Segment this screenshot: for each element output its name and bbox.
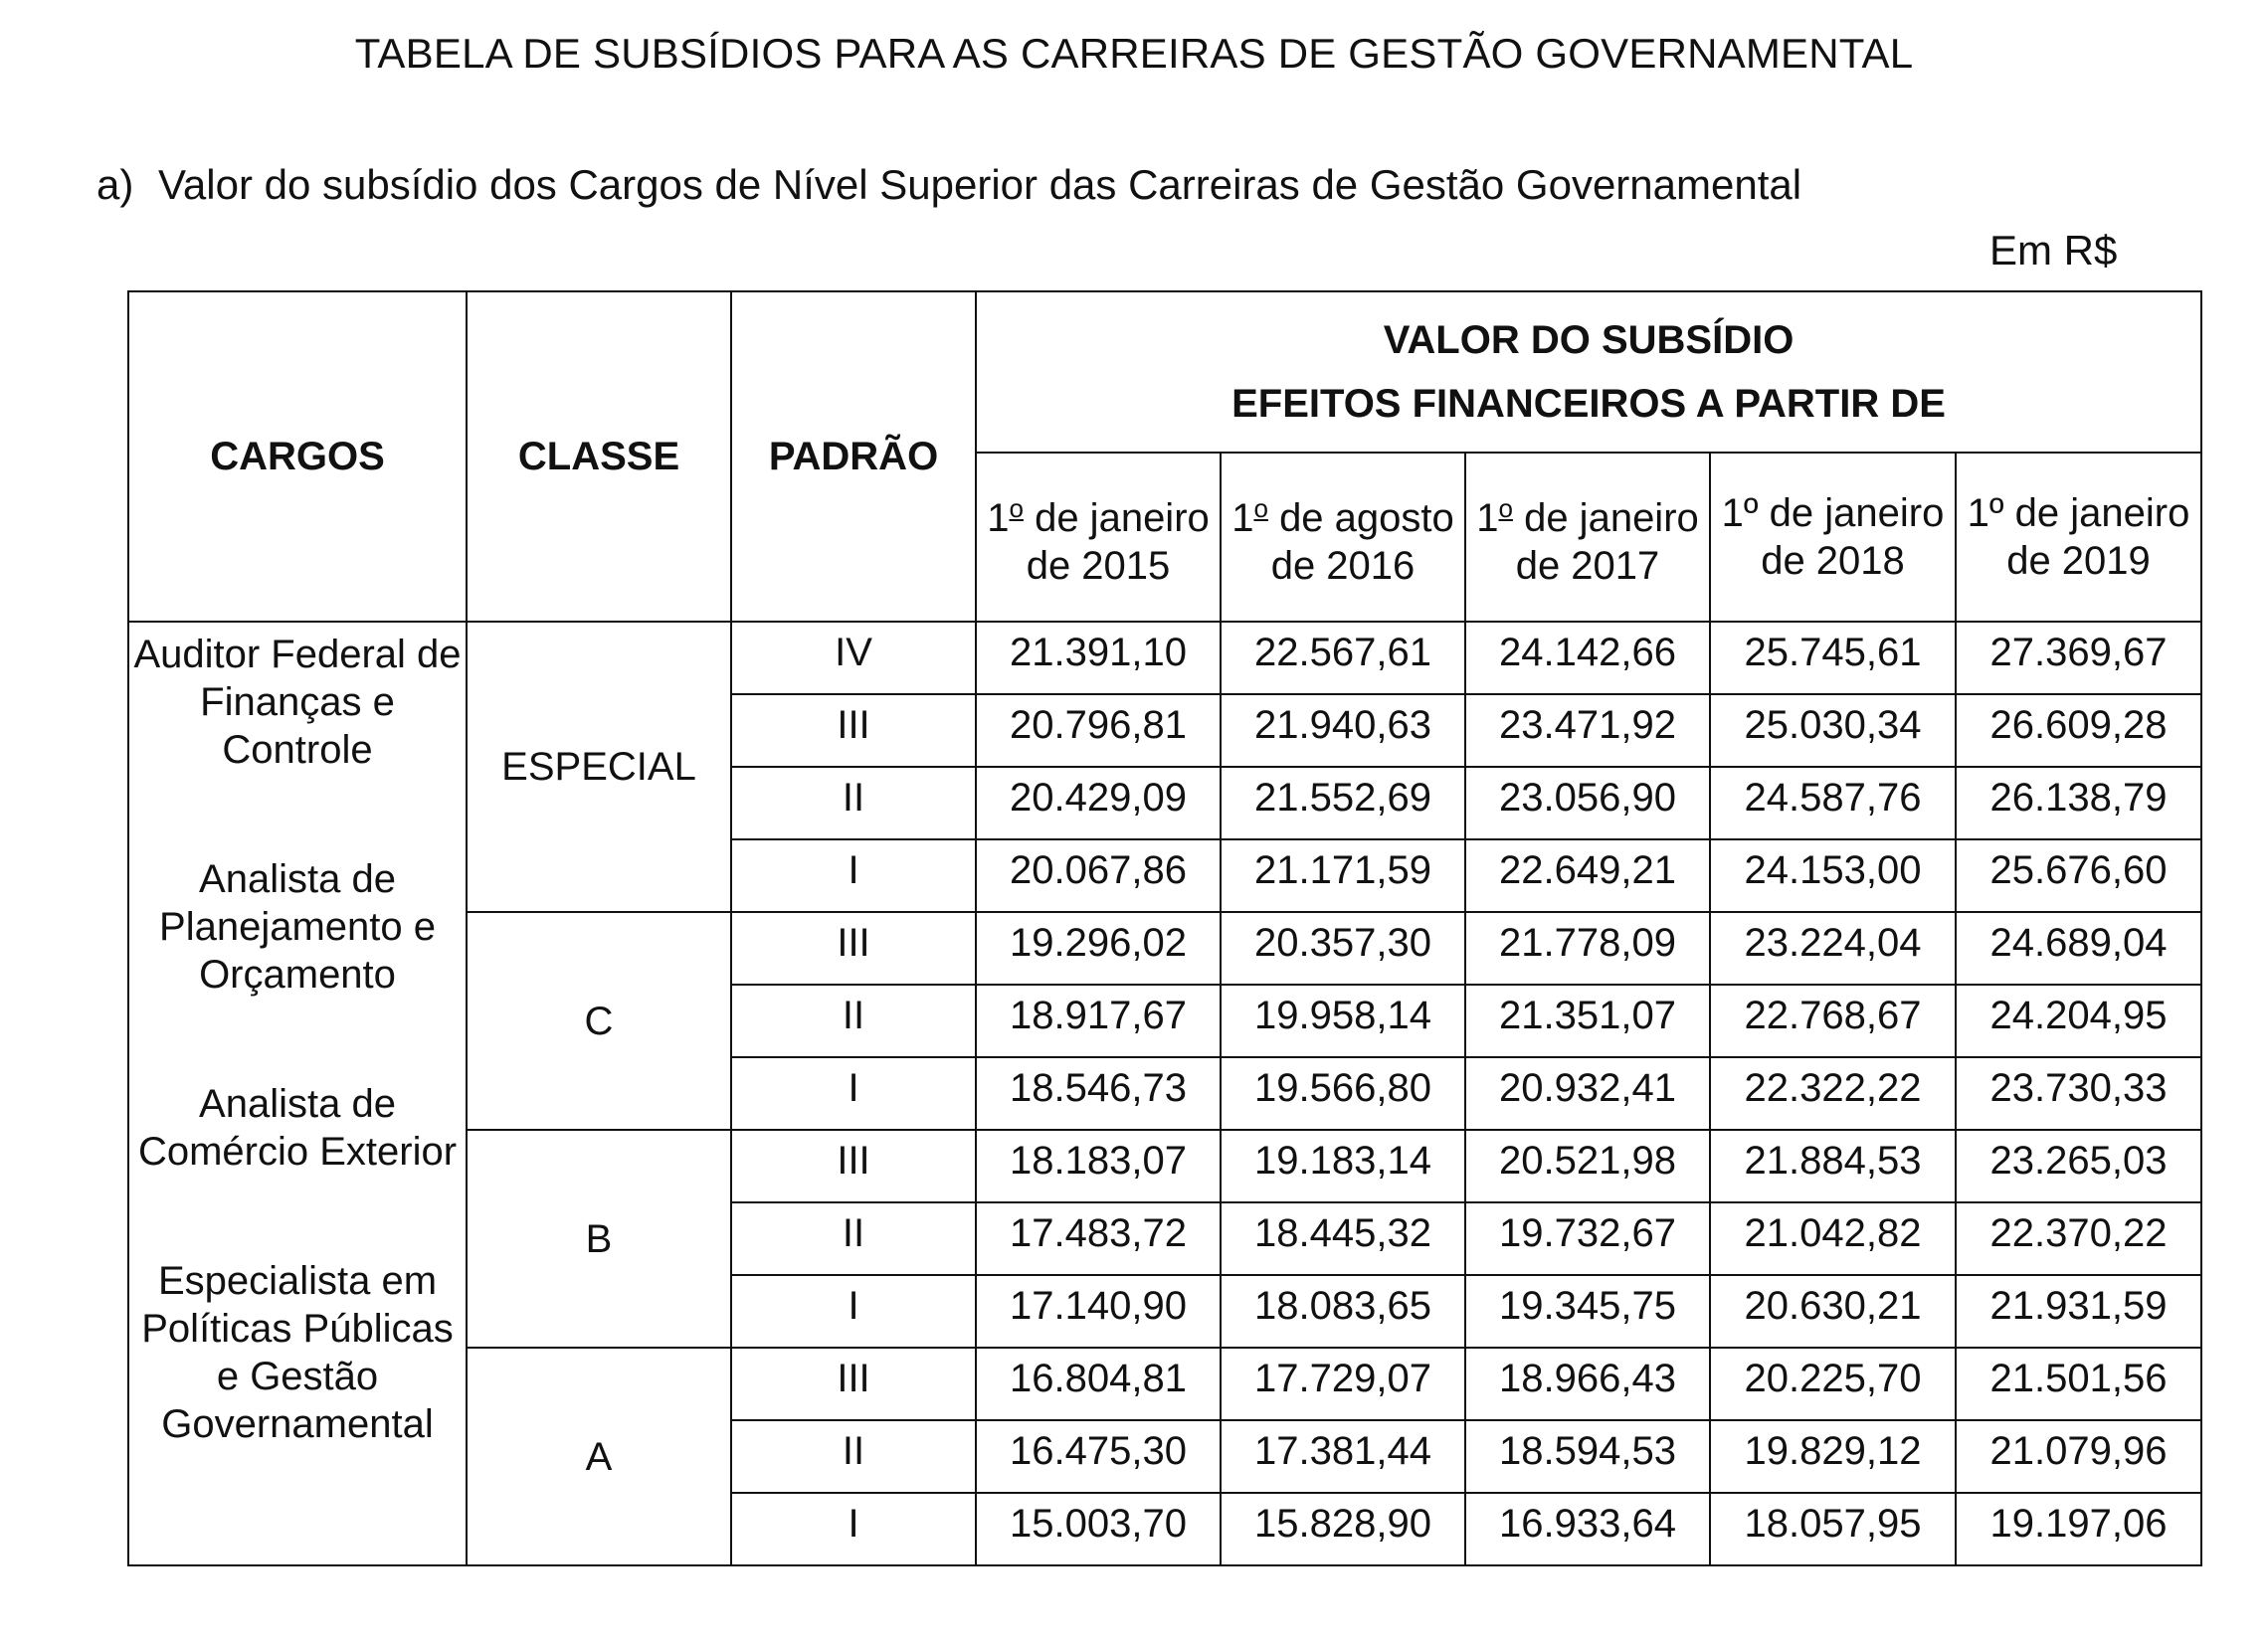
value-cell: 25.745,61: [1710, 622, 1956, 694]
header-date-4: [1710, 453, 1956, 622]
padrao-cell: II: [731, 985, 976, 1057]
value-cell: 21.940,63: [1221, 694, 1465, 767]
value-cell: 20.521,98: [1465, 1130, 1710, 1202]
padrao-cell: II: [731, 767, 976, 839]
header-date-rest: de janeiro de 2018: [1761, 491, 1945, 583]
padrao-cell: III: [731, 1348, 976, 1420]
header-date-ordinal: o: [1498, 493, 1513, 523]
header-date-ordinal: º: [1743, 491, 1759, 535]
value-cell: 19.197,06: [1956, 1493, 2201, 1565]
value-cell: 23.730,33: [1956, 1057, 2201, 1130]
value-cell: 23.265,03: [1956, 1130, 2201, 1202]
cargo-name: Analista de Comércio Exterior: [137, 1082, 458, 1174]
header-date-day: 1: [1476, 496, 1499, 540]
value-cell: 19.732,67: [1465, 1202, 1710, 1275]
padrao-cell: IV: [731, 622, 976, 694]
cargo-name: Analista de Planejamento e Orçamento: [159, 857, 436, 997]
classe-cell: B: [467, 1130, 731, 1348]
value-cell: 22.567,61: [1221, 622, 1465, 694]
value-cell: 18.594,53: [1465, 1420, 1710, 1493]
value-cell: 21.171,59: [1221, 839, 1465, 912]
value-cell: 18.966,43: [1465, 1348, 1710, 1420]
value-cell: 17.729,07: [1221, 1348, 1465, 1420]
header-date-5: [1956, 453, 2201, 622]
value-cell: 19.829,12: [1710, 1420, 1956, 1493]
value-cell: 21.552,69: [1221, 767, 1465, 839]
value-cell: 18.445,32: [1221, 1202, 1465, 1275]
value-cell: 23.224,04: [1710, 912, 1956, 985]
value-cell: 24.142,66: [1465, 622, 1710, 694]
value-cell: 20.630,21: [1710, 1275, 1956, 1348]
value-cell: 26.609,28: [1956, 694, 2201, 767]
value-cell: 19.958,14: [1221, 985, 1465, 1057]
value-cell: 18.546,73: [976, 1057, 1221, 1130]
value-cell: 21.079,96: [1956, 1420, 2201, 1493]
subsidy-table: [127, 290, 2202, 1566]
padrao-cell: III: [731, 1130, 976, 1202]
header-valor-group: [976, 291, 2201, 453]
value-cell: 20.225,70: [1710, 1348, 1956, 1420]
value-cell: 15.828,90: [1221, 1493, 1465, 1565]
value-cell: 16.804,81: [976, 1348, 1221, 1420]
value-cell: 25.676,60: [1956, 839, 2201, 912]
value-cell: 25.030,34: [1710, 694, 1956, 767]
value-cell: 23.471,92: [1465, 694, 1710, 767]
header-valor-line1: VALOR DO SUBSÍDIO: [1383, 318, 1795, 362]
classe-cell: C: [467, 912, 731, 1130]
value-cell: 18.917,67: [976, 985, 1221, 1057]
value-cell: 18.083,65: [1221, 1275, 1465, 1348]
value-cell: 21.931,59: [1956, 1275, 2201, 1348]
header-date-rest: de janeiro de 2017: [1515, 496, 1699, 588]
document-title: TABELA DE SUBSÍDIOS PARA AS CARREIRAS DE GESTÃO GOVERNAMENTAL: [354, 30, 1914, 77]
header-date-ordinal: o: [1009, 493, 1024, 523]
value-cell: 20.796,81: [976, 694, 1221, 767]
value-cell: 18.183,07: [976, 1130, 1221, 1202]
header-date-ordinal: o: [1253, 493, 1268, 523]
header-date-1: [976, 453, 1221, 622]
value-cell: 23.056,90: [1465, 767, 1710, 839]
padrao-cell: II: [731, 1420, 976, 1493]
header-date-ordinal: º: [1988, 491, 2004, 535]
padrao-cell: I: [731, 1275, 976, 1348]
value-cell: 17.381,44: [1221, 1420, 1465, 1493]
header-cargos: CARGOS: [128, 291, 467, 622]
padrao-cell: III: [731, 694, 976, 767]
table-row: [128, 622, 2201, 694]
value-cell: 20.932,41: [1465, 1057, 1710, 1130]
value-cell: 24.587,76: [1710, 767, 1956, 839]
padrao-cell: I: [731, 1493, 976, 1565]
header-padrao: PADRÃO: [731, 291, 976, 622]
padrao-cell: I: [731, 1057, 976, 1130]
classe-cell: A: [467, 1348, 731, 1565]
header-valor-line2: EFEITOS FINANCEIROS A PARTIR DE: [1231, 382, 1946, 426]
value-cell: 20.067,86: [976, 839, 1221, 912]
value-cell: 16.933,64: [1465, 1493, 1710, 1565]
header-date-day: 1: [1967, 491, 1989, 535]
value-cell: 24.689,04: [1956, 912, 2201, 985]
value-cell: 21.884,53: [1710, 1130, 1956, 1202]
value-cell: 20.429,09: [976, 767, 1221, 839]
value-cell: 19.183,14: [1221, 1130, 1465, 1202]
value-cell: 21.042,82: [1710, 1202, 1956, 1275]
value-cell: 22.768,67: [1710, 985, 1956, 1057]
classe-cell: ESPECIAL: [467, 622, 731, 912]
header-date-rest: de agosto de 2016: [1270, 496, 1454, 588]
value-cell: 24.153,00: [1710, 839, 1956, 912]
header-date-rest: de janeiro de 2019: [2006, 491, 2190, 583]
section-marker: a): [96, 161, 134, 208]
padrao-cell: II: [731, 1202, 976, 1275]
value-cell: 26.138,79: [1956, 767, 2201, 839]
header-classe: CLASSE: [467, 291, 731, 622]
header-date-day: 1: [1231, 496, 1254, 540]
value-cell: 16.475,30: [976, 1420, 1221, 1493]
cargos-cell: [128, 622, 467, 1565]
value-cell: 22.649,21: [1465, 839, 1710, 912]
value-cell: 21.501,56: [1956, 1348, 2201, 1420]
cargo-name: Auditor Federal de Finanças e Controle: [133, 633, 462, 772]
header-date-day: 1: [1721, 491, 1744, 535]
table-body: [128, 622, 2201, 1565]
section-text: Valor do subsídio dos Cargos de Nível Superior das Carreiras de Gestão Governamental: [158, 161, 1802, 208]
value-cell: 22.322,22: [1710, 1057, 1956, 1130]
value-cell: 17.483,72: [976, 1202, 1221, 1275]
cargo-name: Especialista em Políticas Públicas e Gestão Governamental: [141, 1259, 454, 1446]
value-cell: 19.566,80: [1221, 1057, 1465, 1130]
header-date-2: [1221, 453, 1465, 622]
section-heading: [96, 161, 1801, 209]
value-cell: 19.296,02: [976, 912, 1221, 985]
padrao-cell: I: [731, 839, 976, 912]
value-cell: 21.778,09: [1465, 912, 1710, 985]
value-cell: 20.357,30: [1221, 912, 1465, 985]
header-date-day: 1: [987, 496, 1010, 540]
currency-unit-label: Em R$: [1989, 227, 2118, 274]
header-date-3: [1465, 453, 1710, 622]
value-cell: 22.370,22: [1956, 1202, 2201, 1275]
padrao-cell: III: [731, 912, 976, 985]
value-cell: 21.391,10: [976, 622, 1221, 694]
value-cell: 24.204,95: [1956, 985, 2201, 1057]
value-cell: 15.003,70: [976, 1493, 1221, 1565]
header-date-rest: de janeiro de 2015: [1026, 496, 1210, 588]
value-cell: 18.057,95: [1710, 1493, 1956, 1565]
value-cell: 17.140,90: [976, 1275, 1221, 1348]
value-cell: 21.351,07: [1465, 985, 1710, 1057]
value-cell: 19.345,75: [1465, 1275, 1710, 1348]
value-cell: 27.369,67: [1956, 622, 2201, 694]
